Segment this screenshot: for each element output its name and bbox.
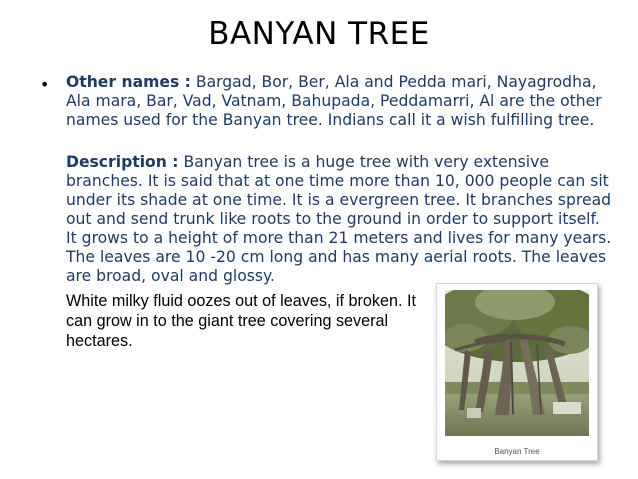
other-names-paragraph xyxy=(66,73,614,130)
banyan-tree-image xyxy=(445,290,589,436)
slide-title: BANYAN TREE xyxy=(208,16,430,52)
other-names-text: Bargad, Bor, Ber, Ala and Pedda mari, Nayagrodha, Ala mara, Bar, Vad, Vatnam, Bahupada, Peddamarri, Al are the other names used for the Banyan tree. Indians call it a wish fulfilling tree. xyxy=(66,73,602,129)
photo-caption: Banyan Tree xyxy=(494,447,540,456)
bullet-icon: • xyxy=(40,75,50,94)
other-names-label: Other names : xyxy=(66,73,191,91)
description-paragraph xyxy=(66,153,614,286)
description-label: Description : xyxy=(66,153,179,171)
extra-info-text: White milky fluid oozes out of leaves, if broken. It can grow in to the giant tree covering several hectares. xyxy=(66,292,416,350)
banyan-photo-frame xyxy=(436,283,598,461)
description-text: Banyan tree is a huge tree with very extensive branches. It is said that at one time more than 10, 000 people can sit under its shade at one time. It is a evergreen tree. It branches spread out and send trunk like roots to the ground in order to support itself. It grows to a height of more than 21 meters and lives for many years. The leaves are 10 -20 cm long and has many aerial roots. The leaves are broad, oval and glossy. xyxy=(66,153,612,285)
